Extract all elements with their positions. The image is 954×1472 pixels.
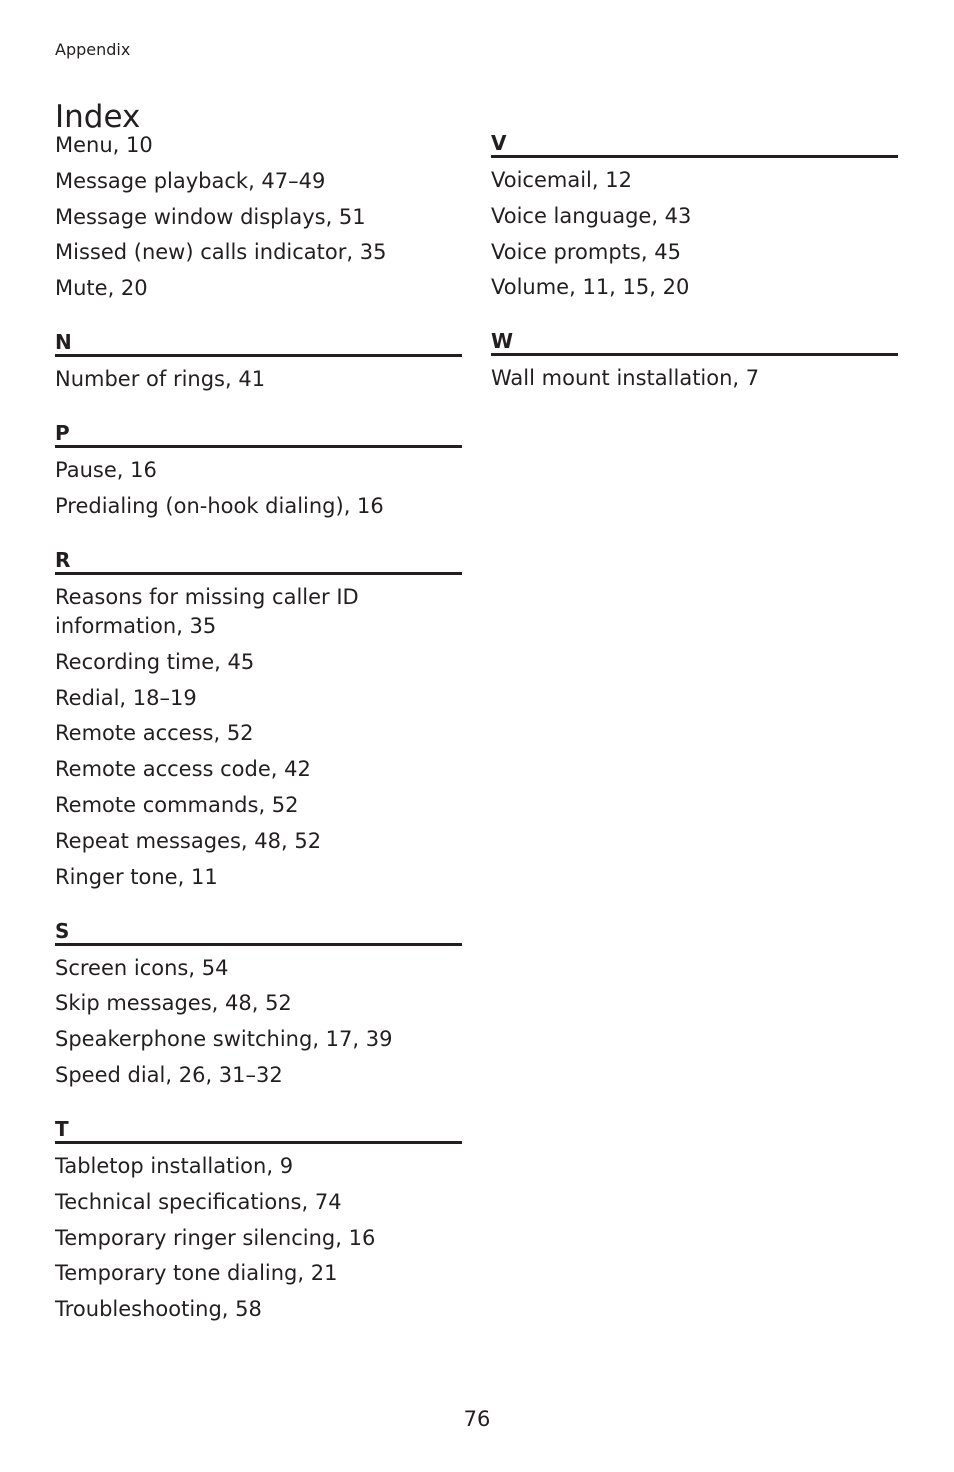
index-entry: Redial, 18–19 (55, 685, 197, 710)
index-entry: Pause, 16 (55, 458, 157, 483)
index-entry: Reasons for missing caller ID information, 35 (55, 584, 359, 638)
index-entry: Volume, 11, 15, 20 (491, 275, 690, 300)
index-entry: Message window displays, 51 (55, 204, 366, 229)
index-entry: Skip messages, 48, 52 (55, 991, 292, 1016)
index-column-right (491, 131, 898, 400)
index-entry: Predialing (on-hook dialing), 16 (55, 493, 384, 518)
index-entry: Remote commands, 52 (55, 792, 299, 817)
index-entry: Temporary tone dialing, 21 (55, 1261, 338, 1286)
index-letter-heading: W (491, 329, 898, 356)
index-letter-heading: N (55, 330, 462, 357)
index-entry: Tabletop installation, 9 (55, 1153, 294, 1178)
page-title: Index (55, 98, 141, 135)
index-letter-group (55, 1117, 462, 1324)
section-label: Appendix (55, 40, 131, 59)
index-entry: Ringer tone, 11 (55, 864, 218, 889)
index-letter-group (55, 548, 462, 892)
index-entry: Speed dial, 26, 31–32 (55, 1062, 283, 1087)
index-letter-group (491, 131, 898, 302)
index-letter-group (55, 421, 462, 521)
index-entry: Voice prompts, 45 (491, 239, 681, 264)
index-letter-heading: V (491, 131, 898, 158)
index-entry: Missed (new) calls indicator, 35 (55, 240, 387, 265)
index-entry: Speakerphone switching, 17, 39 (55, 1027, 393, 1052)
index-letter-group (55, 131, 462, 303)
index-column-left (55, 131, 462, 1331)
index-letter-heading: P (55, 421, 462, 448)
index-entry: Remote access code, 42 (55, 757, 311, 782)
index-entry: Remote access, 52 (55, 721, 254, 746)
index-entry: Menu, 10 (55, 133, 153, 157)
index-entry: Message playback, 47–49 (55, 168, 326, 193)
page-number: 76 (463, 1407, 491, 1431)
index-letter-group (491, 329, 898, 393)
index-entry: Wall mount installation, 7 (491, 366, 760, 391)
index-entry: Recording time, 45 (55, 649, 255, 674)
index-entry: Voicemail, 12 (491, 168, 632, 192)
index-entry: Voice language, 43 (491, 203, 692, 228)
index-letter-group (55, 330, 462, 394)
index-entry: Screen icons, 54 (55, 955, 229, 980)
index-entry: Number of rings, 41 (55, 367, 266, 392)
index-letter-heading: T (55, 1117, 462, 1144)
index-entry: Troubleshooting, 58 (55, 1297, 262, 1322)
index-letter-heading: R (55, 548, 462, 575)
index-entry: Mute, 20 (55, 276, 148, 301)
index-letter-group (55, 919, 462, 1090)
index-entry: Temporary ringer silencing, 16 (55, 1225, 376, 1250)
index-entry: Repeat messages, 48, 52 (55, 828, 322, 853)
index-letter-heading: S (55, 919, 462, 946)
index-entry: Technical specifications, 74 (55, 1189, 342, 1214)
